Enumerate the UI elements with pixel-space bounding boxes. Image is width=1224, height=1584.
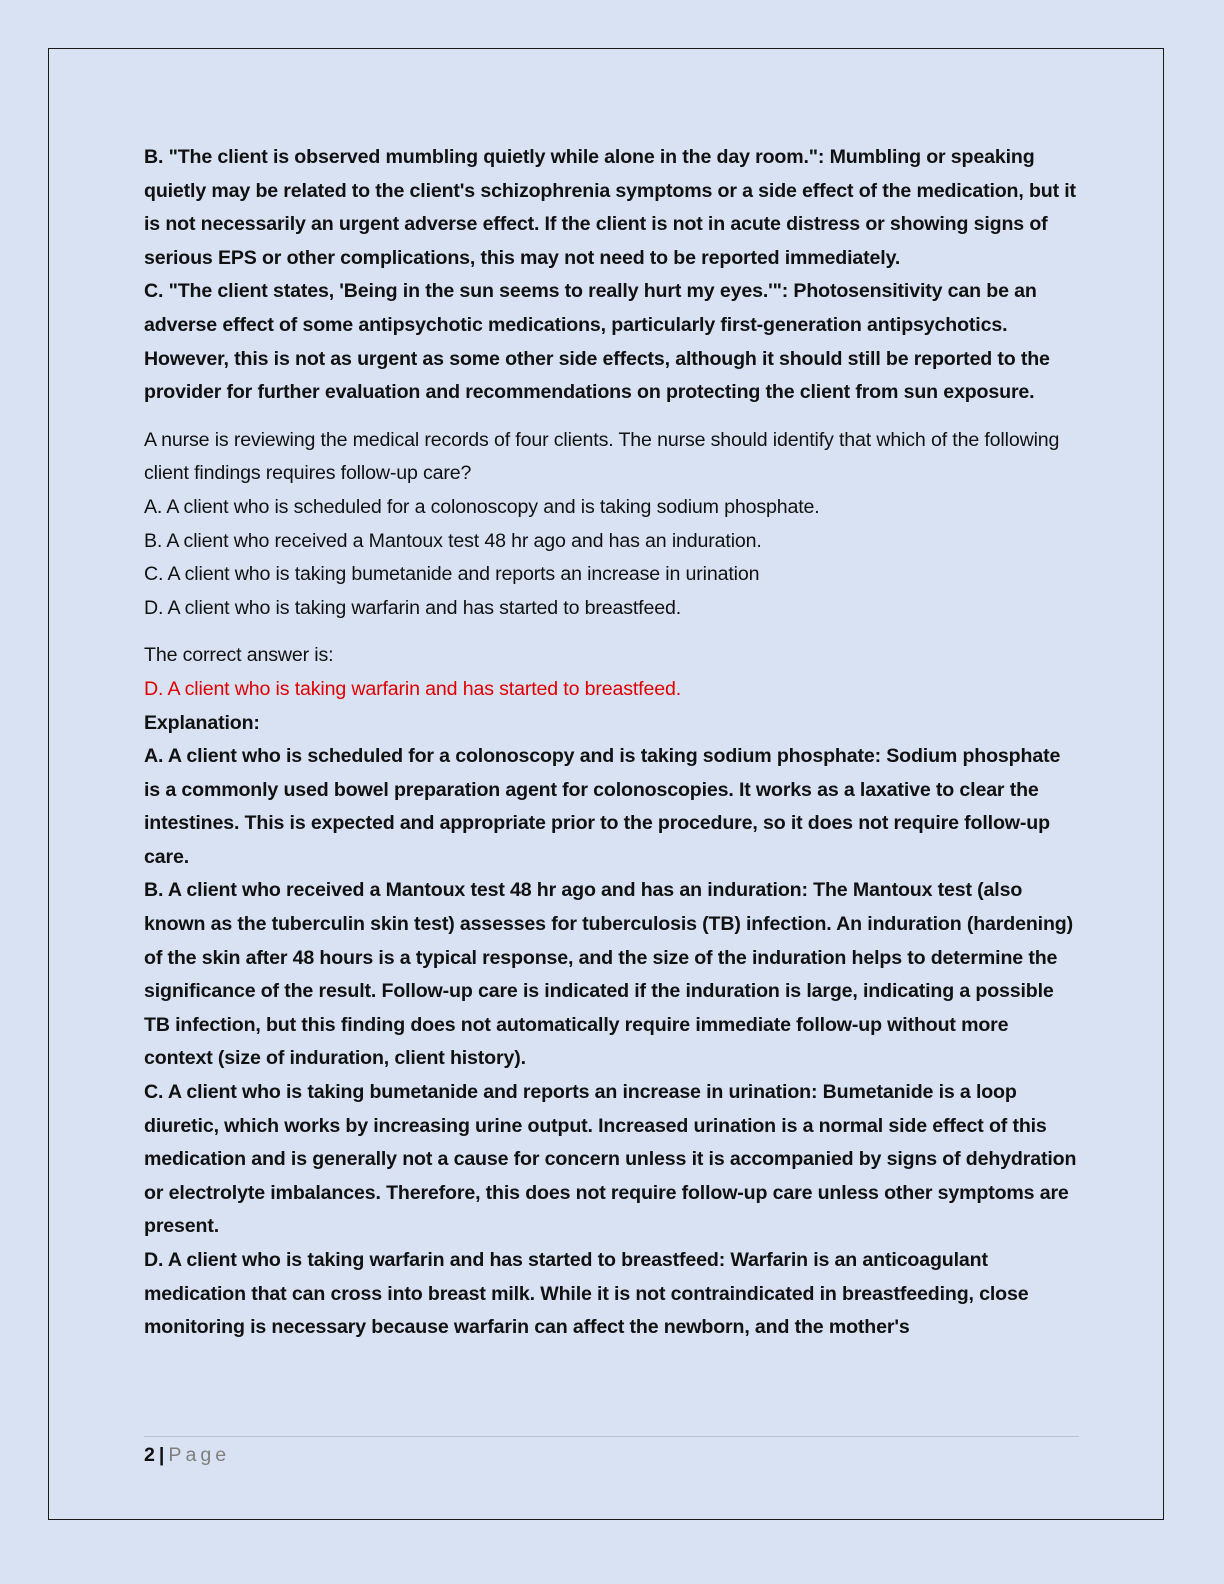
option-c: C. A client who is taking bumetanide and reports an increase in urination xyxy=(144,563,760,586)
explanation-a: A. A client who is scheduled for a colonoscopy and is taking sodium phosphate: Sodium phosphate is a commonly used bowel preparation agent for colonoscopies. It works as a laxative to clear the intestines. This is expected and appropriate prior to the procedure, so it does not require follow-up care. xyxy=(144,745,1061,868)
explanation-c-continued: C. "The client states, 'Being in the sun seems to really hurt my eyes.'": Photosensitivity can be an adverse effect of some antipsychotic medications, particularly first-generation antipsychotics. However, this is not as urgent as some other side effects, although it should still be reported to the provider for further evaluation and recommendations on protecting the client from sun exposure. xyxy=(144,280,1050,404)
explanation-b-continued: B. "The client is observed mumbling quietly while alone in the day room.": Mumbling or speaking quietly may be related to the client's schizophrenia symptoms or a side effect of the medication, but it is not necessarily an urgent adverse effect. If the client is not in acute distress or showing signs of serious EPS or other complications, this may not need to be reported immediately. xyxy=(144,146,1076,269)
explanation-heading: Explanation: xyxy=(144,711,260,734)
footer-divider xyxy=(144,1436,1079,1437)
page-number: 2 xyxy=(144,1444,155,1466)
page-footer xyxy=(144,1440,230,1470)
explanation-d: D. A client who is taking warfarin and has started to breastfeed: Warfarin is an anticoagulant medication that can cross into breast milk. While it is not contraindicated in breastfeeding, close monitoring is necessary because warfarin can affect the newborn, and the mother's xyxy=(144,1249,1029,1339)
footer-separator: | xyxy=(158,1444,165,1466)
option-a: A. A client who is scheduled for a colonoscopy and is taking sodium phosphate. xyxy=(144,495,820,518)
document-body xyxy=(144,141,1079,1345)
answer-label: The correct answer is: xyxy=(144,644,334,667)
page-word: Page xyxy=(168,1444,231,1466)
option-d: D. A client who is taking warfarin and has started to breastfeed. xyxy=(144,596,681,619)
correct-answer: D. A client who is taking warfarin and has started to breastfeed. xyxy=(144,677,681,700)
option-b: B. A client who received a Mantoux test 48 hr ago and has an induration. xyxy=(144,529,762,552)
explanation-b: B. A client who received a Mantoux test 48 hr ago and has an induration: The Mantoux test (also known as the tuberculin skin test) assesses for tuberculosis (TB) infection. An induration (hardening) of the skin after 48 hours is a typical response, and the size of the induration helps to determine the significance of the result. Follow-up care is indicated if the induration is large, indicating a possible TB infection, but this finding does not automatically require immediate follow-up without more context (size of induration, client history). xyxy=(144,879,1073,1070)
explanation-c: C. A client who is taking bumetanide and reports an increase in urination: Bumetanide is a loop diuretic, which works by increasing urine output. Increased urination is a normal side effect of this medication and is generally not a cause for concern unless it is accompanied by signs of dehydration or electrolyte imbalances. Therefore, this does not require follow-up care unless other symptoms are present. xyxy=(144,1081,1077,1238)
question-stem: A nurse is reviewing the medical records of four clients. The nurse should identify that which of the following client findings requires follow-up care? xyxy=(144,428,1060,485)
